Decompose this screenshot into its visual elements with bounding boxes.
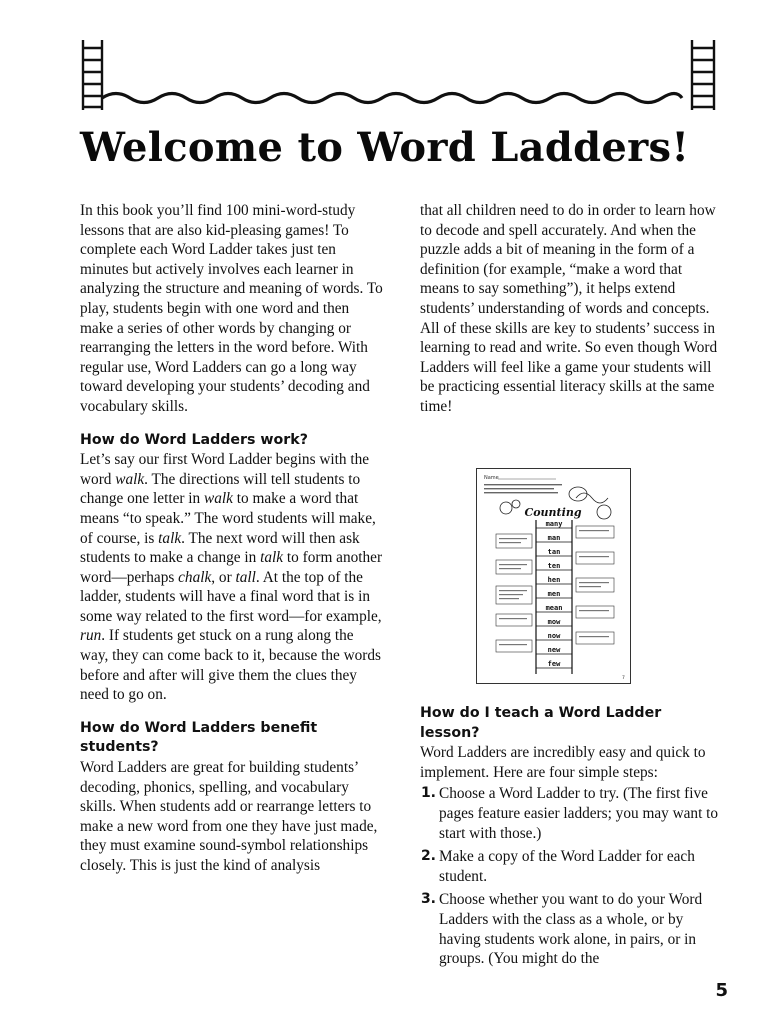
- right-column: [420, 201, 724, 417]
- section-heading-benefit: How do Word Ladders benefit students?: [80, 719, 318, 756]
- rung-word: hen: [547, 576, 561, 584]
- right-column-lower: [420, 704, 724, 973]
- list-item: 2. Make a copy of the Word Ladder for each student.: [420, 848, 695, 885]
- worksheet-page-number: 7: [622, 676, 625, 681]
- rung-word: tan: [547, 548, 561, 556]
- left-ladder-icon: [83, 40, 102, 110]
- rung-word: mean: [545, 604, 563, 612]
- intro-paragraph: In this book you’ll find 100 mini-word-study lessons that are also kid-pleasing games! To complete each Word Ladder takes just ten minutes but actively involves each learner in analyzing the structure and meaning of words. To play, students begin with one word and then make a series of other words by changing or rearranging the letters in the word before. With regular use, Word Ladders can go a long way toward developing your students’ decoding and vocabulary skills.: [80, 202, 383, 415]
- page-number: 5: [715, 980, 728, 1001]
- rung-word: new: [547, 646, 561, 654]
- left-column: [80, 201, 384, 876]
- worksheet-title: Counting: [524, 506, 582, 519]
- list-item: 1. Choose a Word Ladder to try. (The first five pages feature easier ladders; you may want to start with those.): [420, 785, 719, 842]
- steps-list: [420, 784, 724, 968]
- rung-word: men: [547, 590, 561, 598]
- benefit-paragraph: Word Ladders are great for building students’ decoding, phonics, spelling, and vocabulary skills. When students add or rearrange letters to make a new word from one they have just made, they must examine sound-symbol relationships closely. This is just the kind of analysis: [80, 759, 378, 874]
- continued-paragraph: that all children need to do in order to learn how to decode and spell accurately. And when the puzzle adds a bit of meaning in the form of a definition (for example, “make a word that means to say something”), it helps extend students’ understanding of words and concepts. All of these skills are key to students’ success in learning to read and write. So even though Word Ladders will feel like a game your students will be practicing essential literacy skills at the same time!: [420, 202, 718, 415]
- rung-word: mow: [547, 618, 561, 626]
- page-title: Welcome to Word Ladders!: [80, 124, 690, 171]
- section-heading-teach: How do I teach a Word Ladder lesson?: [420, 705, 662, 741]
- header-ladder-decoration: [78, 38, 724, 114]
- right-ladder-icon: [692, 40, 714, 110]
- rung-word: many: [545, 520, 563, 528]
- how-work-paragraph: Let’s say our first Word Ladder begins with the word walk. The directions will tell students to change one letter in walk to make a word that means “to speak.” The word students will make, of course, is talk. The next word will then ask students to make a change in talk to form another word—perhaps chalk, or tall. At the top of the ladder, students will have a final word that is in some way related to the first word—for example, run. If students get stuck on a rung along the way, they can come back to it, because the words before and after will give them the clues they need to go on.: [80, 451, 383, 704]
- wavy-divider: [102, 94, 682, 103]
- worksheet-name-label: Name: [484, 475, 499, 481]
- worksheet-thumbnail: [476, 468, 631, 684]
- teach-intro-paragraph: Word Ladders are incredibly easy and quick to implement. Here are four simple steps:: [420, 744, 706, 781]
- section-heading-how-work: How do Word Ladders work?: [80, 431, 308, 448]
- list-item: 3. Choose whether you want to do your Word Ladders with the class as a whole, or by having students work alone, in pairs, or in groups. (You might do the: [420, 891, 703, 968]
- rung-word: few: [547, 660, 561, 668]
- rung-word: man: [547, 534, 561, 542]
- rung-word: ten: [547, 562, 561, 570]
- rung-word: now: [547, 632, 561, 640]
